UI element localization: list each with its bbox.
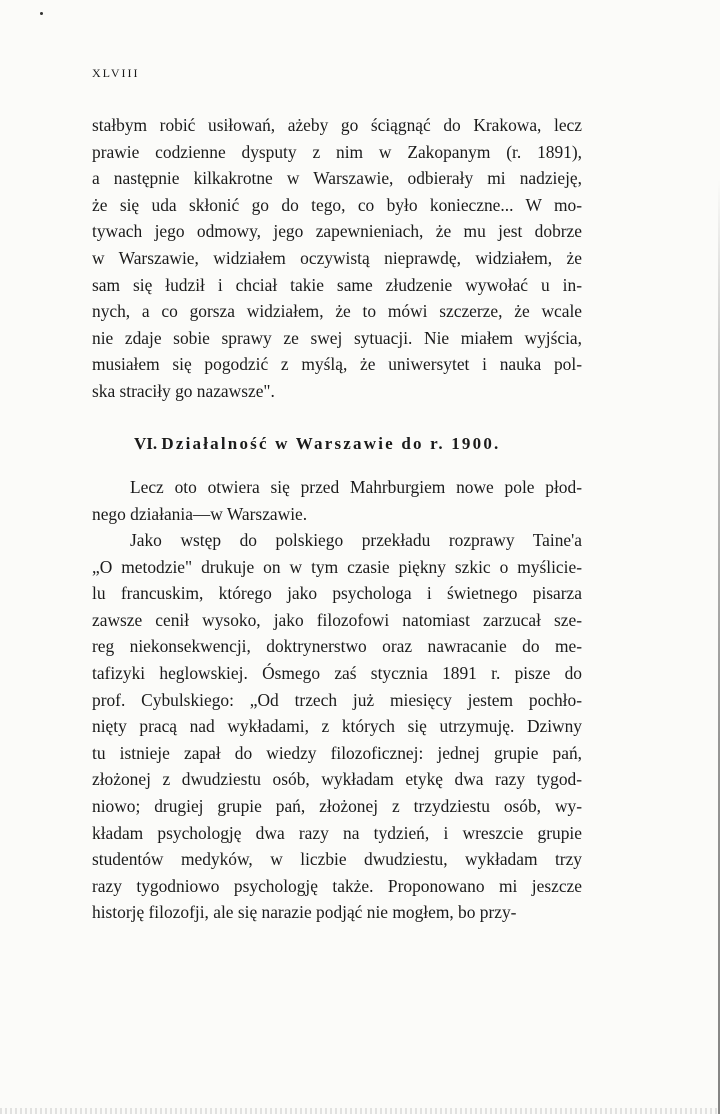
text-line: niowo; drugiej grupie pań, złożonej z trzydziestu osób, wy- <box>92 795 582 816</box>
text-line: że się uda skłonić go do tego, co było konieczne... W mo- <box>92 194 582 215</box>
text-line: nie zdaje sobie sprawy ze swej sytuacji. Nie miałem wyjścia, <box>92 327 582 348</box>
text-line: kładam psychologję dwa razy na tydzień, i wreszcie grupie <box>92 822 582 843</box>
paragraph-main <box>92 527 582 926</box>
text-line: lu francuskim, którego jako psychologa i świetnego pisarza <box>92 583 582 604</box>
section-title: Działalność w Warszawie do r. 1900. <box>161 434 501 453</box>
text-line: prawie codzienne dysputy z nim w Zakopanym (r. 1891), <box>92 141 582 162</box>
text-line: nego działania—w Warszawie. <box>92 503 308 524</box>
section-number: VI. <box>134 434 158 453</box>
text-line: Lecz oto otwiera się przed Mahrburgiem nowe pole płod- <box>130 477 582 497</box>
paragraph-continuation <box>92 112 582 405</box>
text-line: w Warszawie, widziałem oczywistą nieprawdę, widziałem, że <box>92 247 582 268</box>
text-line: prof. Cybulskiego: „Od trzech już miesięcy jestem pochło- <box>92 689 582 710</box>
paragraph-intro <box>92 474 582 527</box>
text-line: reg niekonsekwencji, doktrynerstwo oraz nawracanie do me- <box>92 636 582 657</box>
text-line: złożonej z dwudziestu osób, wykładam etykę dwa razy tygod- <box>92 769 582 790</box>
text-line: „O metodzie" drukuje on w tym czasie piękny szkic o myślicie- <box>92 556 582 577</box>
text-line: tywach jego odmowy, jego zapewnieniach, że mu jest dobrze <box>92 221 582 242</box>
text-line: Jako wstęp do polskiego przekładu rozprawy Taine'a <box>130 530 582 550</box>
page-speck <box>40 12 43 15</box>
text-line: stałbym robić usiłowań, ażeby go ściągnąć do Krakowa, lecz <box>92 115 582 135</box>
text-line: tafizyki heglowskiej. Ósmego zaś stycznia 1891 r. pisze do <box>92 662 582 683</box>
text-line: sam się łudził i chciał takie same złudzenie wywołać u in- <box>92 274 582 295</box>
text-line: ska straciły go nazawsze". <box>92 380 275 401</box>
text-line: nięty pracą nad wykładami, z których się utrzymuję. Dziwny <box>92 716 582 737</box>
text-line: musiałem się pogodzić z myślą, że uniwersytet i nauka pol- <box>92 354 582 375</box>
text-line: a następnie kilkakrotne w Warszawie, odbierały mi nadzieję, <box>92 168 582 189</box>
text-line: studentów medyków, w liczbie dwudziestu, wykładam trzy <box>92 849 582 870</box>
text-line: razy tygodniowo psychologję także. Proponowano mi jeszcze <box>92 875 582 896</box>
text-line: historję filozofji, ale się narazie podjąć nie mogłem, bo przy- <box>92 902 517 923</box>
text-line: nych, a co gorsza widziałem, że to mówi szczerze, że wcale <box>92 301 582 322</box>
text-line: tu istnieje zapał do wiedzy filozoficznej: jednej grupie pań, <box>92 742 582 763</box>
section-heading <box>134 434 501 454</box>
page-number: XLVIII <box>92 66 140 80</box>
text-line: zawsze cenił wysoko, jako filozofowi natomiast zarzucał sze- <box>92 609 582 630</box>
page-bottom-edge <box>0 1108 720 1114</box>
